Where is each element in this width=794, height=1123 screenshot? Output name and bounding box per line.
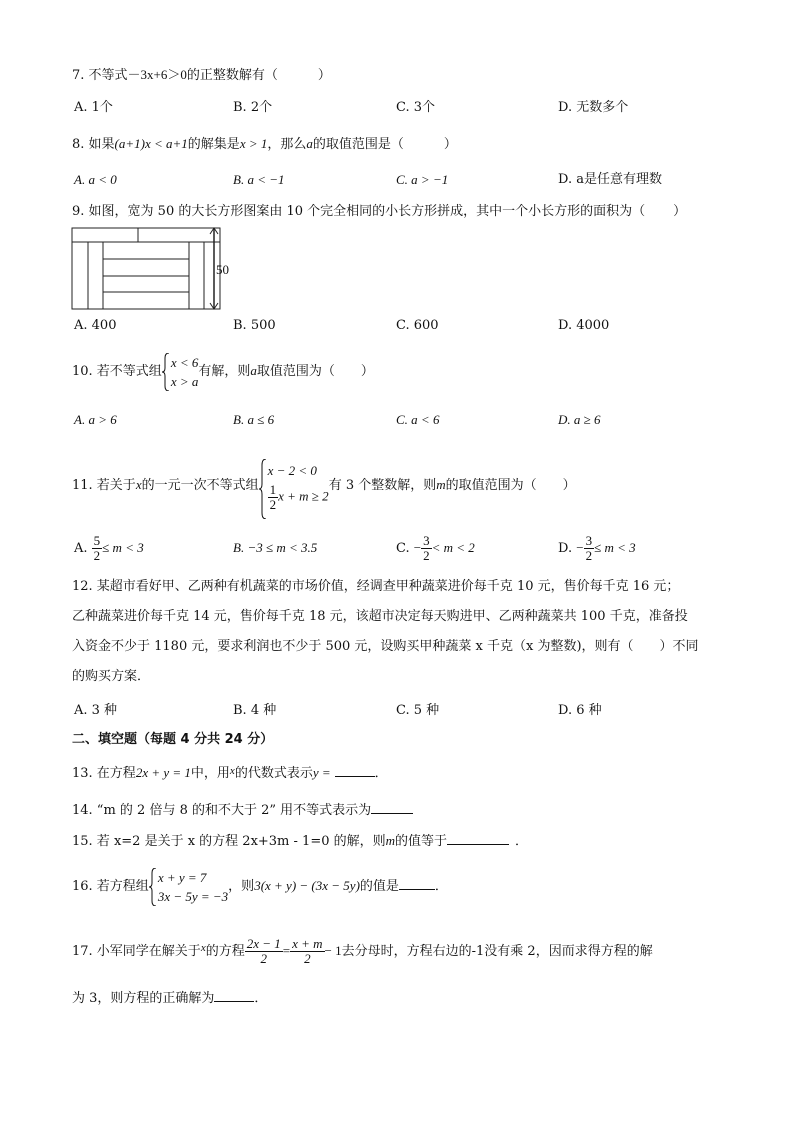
q7-option-a: A. 1个 — [74, 100, 113, 115]
q8-mid: 的解集是 — [187, 137, 240, 152]
question-15 — [72, 831, 528, 851]
q17-mid: 的方程 — [205, 944, 245, 959]
brace-icon — [162, 353, 170, 391]
q7-expression: －3x+6＞0 — [127, 67, 187, 82]
q11-optA-label: A. — [74, 541, 88, 556]
q9-close-paren: ） — [673, 204, 687, 219]
q8-close-paren: ） — [443, 137, 457, 152]
q12-line4: 的购买方案． — [72, 669, 151, 684]
q15-answer-blank[interactable] — [447, 831, 509, 845]
q10-num: 10. 若不等式组 — [72, 364, 162, 379]
q17-eq: = — [282, 943, 291, 958]
q16-system — [149, 868, 228, 906]
q11-num: 11. 若关于 — [72, 478, 136, 493]
rectangle-figure — [70, 226, 240, 312]
q13-x: x — [229, 765, 235, 777]
q16-post2: 的值是 — [359, 879, 399, 894]
q17-right-den: 2 — [304, 951, 311, 966]
q8-mid2: ，那么 — [267, 137, 307, 152]
q10-var: a — [250, 363, 257, 378]
q16-sys-line2: 3x − 5y = −3 — [157, 888, 229, 904]
q11-optD-den: 2 — [585, 548, 593, 563]
q12-option-c: C. 5 种 — [396, 703, 440, 718]
q12-option-b: B. 4 种 — [233, 703, 277, 718]
q7-option-d: D. 无数多个 — [558, 100, 629, 115]
q11-system — [259, 459, 329, 512]
q15-pre: 15. 若 x=2 是关于 x 的方程 2x+3m - 1=0 的解，则 — [72, 834, 386, 849]
q8-var: a — [306, 136, 313, 151]
q11-frac-num: 1 — [269, 482, 277, 497]
q11-close-paren: ） — [562, 478, 576, 493]
q11-optC-label: C. — [396, 541, 410, 556]
q11-optC-num: 3 — [423, 533, 430, 548]
q11-sys-line1: x − 2 < 0 — [267, 463, 317, 478]
q12-line3: 入资金不少于 1180 元，要求利润也不少于 500 元，设购买甲种蔬菜 x 千克（x 为整数)，则有（ ）不同 — [72, 639, 699, 654]
q16-answer-blank[interactable] — [399, 876, 435, 890]
q10-post: 有解，则 — [198, 364, 251, 379]
q11-optD-num: 3 — [585, 533, 593, 548]
q16-post: ，则 — [228, 879, 255, 894]
question-9-stem — [72, 203, 686, 221]
q17-end: ． — [254, 991, 268, 1006]
q10-sys-line1: x < 6 — [170, 354, 199, 370]
q17-post: 去分母时，方程右边的-1没有乘 2，因而求得方程的解 — [341, 944, 653, 959]
q8-expression: (a+1)x < a+1 — [114, 136, 188, 151]
q7-option-b: B. 2个 — [233, 100, 273, 115]
q12-option-d: D. 6 种 — [558, 703, 602, 718]
question-10-stem — [72, 351, 374, 392]
q7-stem-post: 的正整数解有（ — [186, 68, 278, 83]
q11-option-c — [396, 531, 475, 566]
q16-sys-line1: x + y = 7 — [157, 869, 207, 885]
q11-optA-den: 2 — [93, 548, 101, 563]
q15-end: ． — [515, 834, 529, 849]
q11-optC-sign: − — [413, 540, 422, 555]
q14-answer-blank[interactable] — [371, 800, 413, 814]
question-7-stem — [72, 66, 331, 85]
q9-option-b: B. 500 — [233, 318, 276, 333]
q9-stem-text: 9. 如图，宽为 50 的大长方形图案由 10 个完全相同的小长方形拼成，其中一个小长方形的面积为（ — [72, 204, 646, 219]
q13-equation: 2x + y = 1 — [135, 765, 191, 780]
q8-option-d: D. a是任意有理数 — [558, 172, 662, 187]
q11-optD-label: D. — [558, 541, 573, 556]
q10-system — [162, 353, 199, 391]
figure-width-label: 50 — [216, 262, 229, 277]
q10-option-a: A. a > 6 — [74, 412, 117, 427]
q11-mid: 的一元一次不等式组 — [141, 478, 259, 493]
q11-optD-sign: − — [576, 540, 584, 555]
question-17-line1 — [72, 930, 653, 970]
question-11-stem — [72, 453, 576, 518]
q8-option-a: A. a < 0 — [74, 172, 117, 187]
brace-icon — [149, 868, 157, 906]
q12-option-a: A. 3 种 — [74, 703, 118, 718]
q10-sys-line2: x > a — [170, 373, 199, 389]
question-17-line2 — [72, 988, 267, 1008]
q10-option-b: B. a ≤ 6 — [233, 412, 275, 427]
q11-frac-den: 2 — [269, 497, 277, 512]
q17-pre: 17. 小军同学在解关于 — [72, 944, 201, 959]
q17-right-num: x + m — [292, 936, 323, 951]
q11-optA-num: 5 — [93, 533, 101, 548]
q16-expression: 3(x + y) − (3x − 5y) — [254, 878, 360, 893]
q12-line1: 12. 某超市看好甲、乙两种有机蔬菜的市场价值，经调查甲种蔬菜进价每千克 10 元，售价每千克 16 元； — [72, 579, 680, 594]
q11-post: 有 3 个整数解，则 — [328, 478, 437, 493]
q11-m: m — [436, 477, 446, 492]
q17-left-num: 2x − 1 — [246, 936, 281, 951]
q17-x: x — [200, 942, 206, 954]
q11-x: x — [135, 477, 142, 492]
q9-option-d: D. 4000 — [558, 318, 610, 333]
q13-answer-blank[interactable] — [335, 763, 375, 777]
q11-optC-den: 2 — [423, 548, 430, 563]
q8-num: 8. 如果 — [72, 137, 115, 152]
q13-mid: 中，用 — [190, 766, 230, 781]
q8-post: 的取值范围是（ — [312, 137, 404, 152]
q11-option-b: B. −3 ≤ m < 3.5 — [233, 540, 318, 555]
question-8-stem — [72, 135, 457, 154]
q9-option-c: C. 600 — [396, 318, 439, 333]
q15-m: m — [385, 833, 396, 848]
q8-condition: x > 1 — [239, 136, 268, 151]
q13-mid2: 的代数式表示 — [234, 766, 313, 781]
q16-num: 16. 若方程组 — [72, 879, 149, 894]
q14-text: 14. “m 的 2 倍与 8 的和不大于 2” 用不等式表示为 — [72, 803, 372, 818]
question-16 — [72, 864, 448, 909]
q17-line2-text: 为 3，则方程的正确解为 — [72, 991, 215, 1006]
q13-post: ． — [374, 766, 388, 781]
question-13 — [72, 762, 388, 783]
q11-sys-line2: x + m ≥ 2 — [278, 488, 329, 504]
brace-icon — [259, 459, 267, 519]
q8-option-b: B. a < −1 — [233, 172, 285, 187]
q13-pre: 13. 在方程 — [72, 766, 136, 781]
q15-post: 的值等于 — [395, 834, 448, 849]
q9-option-a: A. 400 — [74, 318, 117, 333]
q7-close-paren: ） — [317, 68, 331, 83]
q11-post2: 的取值范围为（ — [445, 478, 537, 493]
section-2-title: 二、填空题（每题 4 分共 24 分） — [72, 732, 274, 747]
q10-close-paren: ） — [360, 364, 374, 379]
q7-option-c: C. 3个 — [396, 100, 436, 115]
q17-rest: − 1 — [324, 943, 342, 958]
q10-post2: 取值范围为（ — [256, 364, 335, 379]
q11-option-a — [74, 531, 144, 566]
q12-line2: 乙种蔬菜进价每千克 14 元，售价每千克 18 元，该超市决定每天购进甲、乙两种蔬菜共 100 千克，准备投 — [72, 609, 688, 624]
q7-stem-pre: 7. 不等式 — [72, 68, 128, 83]
q13-y: y = — [312, 765, 331, 780]
q17-left-den: 2 — [260, 951, 267, 966]
question-14 — [72, 800, 413, 820]
q8-option-c: C. a > −1 — [396, 172, 449, 187]
q11-optD-rest: ≤ m < 3 — [594, 540, 636, 555]
q11-option-d — [558, 531, 636, 566]
q10-option-d: D. a ≥ 6 — [558, 412, 601, 427]
q17-answer-blank[interactable] — [214, 988, 254, 1002]
q10-option-c: C. a < 6 — [396, 412, 440, 427]
q11-optA-rest: ≤ m < 3 — [102, 540, 144, 555]
q11-optC-rest: < m < 2 — [431, 540, 475, 555]
q16-end: ． — [434, 879, 448, 894]
